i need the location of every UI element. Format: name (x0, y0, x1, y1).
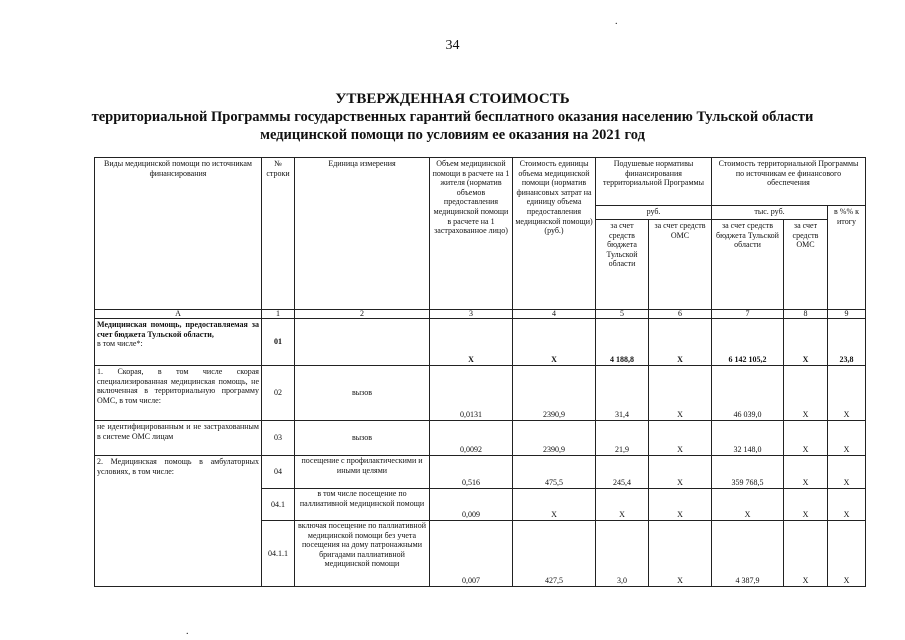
row-c7: 4 387,9 (712, 521, 784, 587)
row-unit: вызов (295, 366, 430, 421)
row-c6: Х (649, 319, 712, 366)
row-c7: 32 148,0 (712, 421, 784, 456)
row-c3: 0,009 (430, 489, 513, 521)
row-unit: включая посещение по паллиативной медицинской помощи без учета посещения на дому патронажными бригадами паллиативной медицинской помощи (295, 521, 430, 587)
row-c6: Х (649, 521, 712, 587)
row-c4: 427,5 (513, 521, 596, 587)
row-unit (295, 319, 430, 366)
index-cell: 6 (649, 310, 712, 319)
row-number: 04.1 (262, 489, 295, 521)
row-c3: Х (430, 319, 513, 366)
row-number: 01 (262, 319, 295, 366)
index-cell: 2 (295, 310, 430, 319)
row-c5: 31,4 (596, 366, 649, 421)
index-cell: 7 (712, 310, 784, 319)
table-row (95, 456, 866, 489)
header-col-8: за счет средств ОМС (784, 220, 828, 310)
table-row (95, 319, 866, 366)
row-c7: Х (712, 489, 784, 521)
index-cell: 3 (430, 310, 513, 319)
page-number: 34 (445, 38, 460, 53)
index-cell: 5 (596, 310, 649, 319)
row-c9: Х (828, 456, 866, 489)
row-c9: 23,8 (828, 319, 866, 366)
row-c9: Х (828, 489, 866, 521)
row-c6: Х (649, 456, 712, 489)
row-unit: в том числе посещение по паллиативной медицинской помощи (295, 489, 430, 521)
header-col-9: в %% к итогу (828, 206, 866, 310)
row-unit: посещение с профилактическими и иными целями (295, 456, 430, 489)
scan-speck: . (186, 626, 189, 637)
subtitle-line-2: медицинской помощи по условиям ее оказания на 2021 год (260, 127, 645, 143)
row-c9: Х (828, 521, 866, 587)
header-col-2: Единица измерения (295, 158, 430, 310)
row-c4: 475,5 (513, 456, 596, 489)
row-c6: Х (649, 421, 712, 456)
row-c8: Х (784, 489, 828, 521)
row-c4: 2390,9 (513, 366, 596, 421)
header-col-4: Стоимость единицы объема медицинской помощи (норматив финансовых затрат на единицу объема предоставления медицинской помощи) (руб.) (513, 158, 596, 310)
row-label: Медицинская помощь, предоставляемая за счет бюджета Тульской области, в том числе*: (95, 319, 262, 366)
header-col-7: за счет средств бюджета Тульской области (712, 220, 784, 310)
row-c7: 6 142 105,2 (712, 319, 784, 366)
row-c7: 359 768,5 (712, 456, 784, 489)
row-c5: 245,4 (596, 456, 649, 489)
row-c5: Х (596, 489, 649, 521)
row-number: 03 (262, 421, 295, 456)
row-c4: Х (513, 319, 596, 366)
document-subtitle (0, 108, 905, 144)
scan-speck: . (615, 16, 618, 27)
table-row (95, 421, 866, 456)
row-c5: 4 188,8 (596, 319, 649, 366)
row-c5: 3,0 (596, 521, 649, 587)
header-col-1: № строки (262, 158, 295, 310)
header-group-cost: Стоимость территориальной Программы по источникам ее финансового обеспечения (712, 158, 866, 206)
row-number: 02 (262, 366, 295, 421)
row-c3: 0,516 (430, 456, 513, 489)
row-number: 04.1.1 (262, 521, 295, 587)
row-c4: 2390,9 (513, 421, 596, 456)
header-col-a: Виды медицинской помощи по источникам финансирования (95, 158, 262, 310)
header-unit-thousand-rub: тыс. руб. (712, 206, 828, 220)
row-c8: Х (784, 521, 828, 587)
row-c3: 0,0092 (430, 421, 513, 456)
table-row (95, 366, 866, 421)
index-cell: А (95, 310, 262, 319)
row-c4: Х (513, 489, 596, 521)
row-c8: Х (784, 319, 828, 366)
row-label: 1. Скорая, в том числе скорая специализированная медицинская помощь, не включенная в территориальную программу ОМС, в том числе: (95, 366, 262, 421)
header-col-5: за счет средств бюджета Тульской области (596, 220, 649, 310)
header-col-3: Объем медицинской помощи в расчете на 1 жителя (норматив объемов предоставления медицинской помощи в расчете на 1 застрахованное лицо) (430, 158, 513, 310)
index-cell: 1 (262, 310, 295, 319)
row-number: 04 (262, 456, 295, 489)
row-c8: Х (784, 421, 828, 456)
row-c3: 0,007 (430, 521, 513, 587)
row-c8: Х (784, 456, 828, 489)
header-group-per-capita: Подушевые нормативы финансирования территориальной Программы (596, 158, 712, 206)
row-c3: 0,0131 (430, 366, 513, 421)
row-c8: Х (784, 366, 828, 421)
index-cell: 9 (828, 310, 866, 319)
row-unit: вызов (295, 421, 430, 456)
cost-table (94, 157, 866, 587)
row-c7: 46 039,0 (712, 366, 784, 421)
row-c9: Х (828, 366, 866, 421)
header-unit-rub: руб. (596, 206, 712, 220)
header-col-6: за счет средств ОМС (649, 220, 712, 310)
document-title: УТВЕРЖДЕННАЯ СТОИМОСТЬ (335, 91, 570, 107)
header-row-1 (95, 158, 866, 206)
row-c6: Х (649, 489, 712, 521)
index-cell: 4 (513, 310, 596, 319)
row-label: не идентифицированным и не застрахованным в системе ОМС лицам (95, 421, 262, 456)
column-index-row (95, 310, 866, 319)
row-c9: Х (828, 421, 866, 456)
subtitle-line-1: территориальной Программы государственных гарантий бесплатного оказания населению Тульской области (91, 109, 814, 125)
row-c6: Х (649, 366, 712, 421)
row-label: 2. Медицинская помощь в амбулаторных условиях, в том числе: (95, 456, 262, 587)
index-cell: 8 (784, 310, 828, 319)
row-c5: 21,9 (596, 421, 649, 456)
